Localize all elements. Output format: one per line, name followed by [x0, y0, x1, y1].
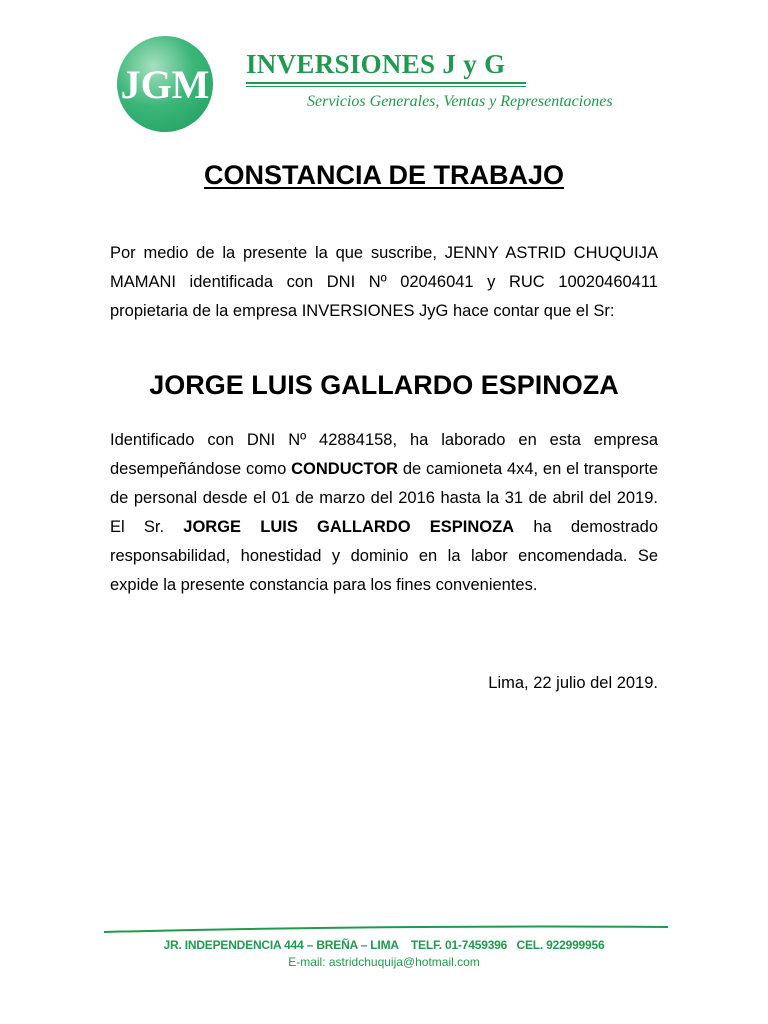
body-text-2: de camioneta 4x4, en el transporte de personal desde el 01 de marzo del 2016 hasta la 31 de abril del 2019. El Sr. [110, 460, 658, 536]
body-text-3: ha demostrado responsabilidad, honestidad y dominio en la labor encomendada. Se expide la presente constancia para los fines convenientes. [110, 518, 659, 594]
header-rule-thin [246, 86, 526, 87]
employee-name: JORGE LUIS GALLARDO ESPINOZA [149, 370, 619, 400]
header-rule [246, 82, 526, 84]
body-paragraph [110, 426, 658, 600]
footer-email: E-mail: astridchuquija@hotmail.com [288, 955, 480, 969]
company-logo [117, 36, 213, 132]
body-text-1: Identificado con DNI Nº 42884158, ha laborado en esta empresa desempeñándose como [110, 431, 658, 478]
document-title: CONSTANCIA DE TRABAJO [203, 160, 564, 190]
footer-address: JR. INDEPENDENCIA 444 – BREÑA – LIMA TELF. 01-7459396 CEL. 922999956 [163, 938, 605, 952]
intro-paragraph: Por medio de la presente la que suscribe, JENNY ASTRID CHUQUIJA MAMANI identificada con DNI Nº 02046041 y RUC 10020460411 propietaria de la empresa INVERSIONES JyG hace contar que el Sr: [110, 244, 658, 320]
closing-date: Lima, 22 julio del 2019. [488, 674, 658, 692]
employee-name-inline: JORGE LUIS GALLARDO ESPINOZA [183, 518, 515, 536]
logo-emblem [117, 36, 213, 132]
logo-text: JGM [120, 62, 210, 107]
company-tagline: Servicios Generales, Ventas y Representaciones [307, 93, 613, 110]
company-name: INVERSIONES J y G [246, 49, 506, 79]
position-title: CONDUCTOR [291, 460, 399, 478]
